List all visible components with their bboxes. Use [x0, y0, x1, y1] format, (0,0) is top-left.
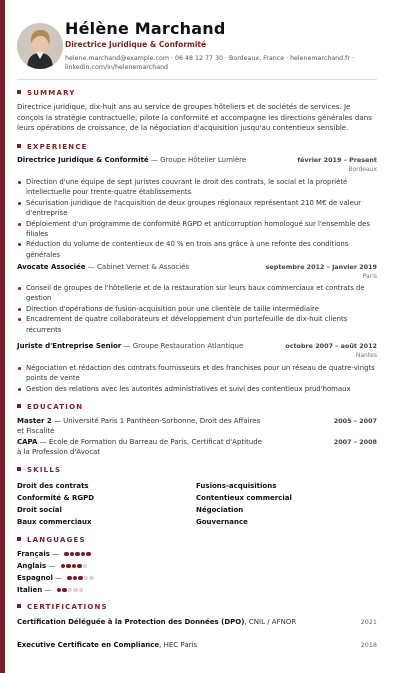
- candidate-role: Directrice Juridique & Conformité: [65, 40, 207, 49]
- header-divider: [17, 79, 377, 80]
- education-dates: 2005 – 2007: [333, 417, 377, 425]
- accent-bar: [0, 0, 5, 673]
- skill-item: Fusions-acquisitions: [196, 482, 277, 490]
- job-dates: septembre 2012 – janvier 2019: [265, 263, 377, 271]
- section-title-languages: LANGUAGES: [17, 536, 86, 544]
- skill-item: Contentieux commercial: [196, 494, 292, 502]
- certification-item: Certification Déléguée à la Protection des Données (DPO), CNIL / AFNOR: [17, 618, 297, 626]
- job-header: Juriste d'Entreprise Senior — Groupe Restauration Atlantique octobre 2007 – août 2012: [17, 342, 377, 350]
- section-title-experience: EXPERIENCE: [17, 143, 88, 151]
- skill-item: Conformité & RGPD: [17, 494, 95, 502]
- level-dot-filled: [86, 552, 91, 557]
- list-item: Direction d'une équipe de sept juristes couvrant le droit des contrats, le social et la propriété intellectuelle pour trente-quatre établissements: [17, 177, 377, 198]
- skill-item: Droit social: [17, 506, 62, 514]
- job-dates: février 2019 – Present: [297, 156, 377, 164]
- level-dot-filled: [64, 552, 69, 557]
- language-level-dots: [61, 562, 89, 570]
- job-dates: octobre 2007 – août 2012: [285, 342, 377, 350]
- level-dot-empty: [84, 576, 89, 581]
- level-dot-empty: [83, 564, 88, 569]
- job-header: Avocate Associée — Cabinet Vernet & Associés septembre 2012 – janvier 2019: [17, 263, 377, 271]
- certification-item: Executive Certificate en Compliance, HEC Paris: [17, 641, 198, 649]
- level-dot-filled: [81, 552, 86, 557]
- level-dot-filled: [73, 576, 78, 581]
- certification-year: 2018: [360, 641, 377, 649]
- level-dot-filled: [78, 576, 83, 581]
- skill-item: Négociation: [196, 506, 244, 514]
- resume-header: [17, 0, 377, 74]
- level-dot-filled: [67, 576, 72, 581]
- contact-info: [65, 54, 377, 72]
- candidate-name: Hélène Marchand: [65, 19, 226, 38]
- level-dot-filled: [66, 564, 71, 569]
- language-item: Anglais —: [17, 562, 88, 570]
- list-item: Déploiement d'un programme de conformité RGPD et anticorruption homologué sur l'ensemble des filiales: [17, 219, 377, 240]
- level-dot-filled: [57, 588, 62, 593]
- level-dot-filled: [61, 564, 66, 569]
- skill-item: Droit des contrats: [17, 482, 89, 490]
- list-item: Gestion des relations avec les autorités administratives et suivi des contentieux prud'homaux: [17, 384, 377, 394]
- level-dot-filled: [77, 564, 82, 569]
- section-title-skills: SKILLS: [17, 466, 61, 474]
- language-level-dots: [64, 550, 92, 558]
- certification-year: 2021: [360, 618, 377, 626]
- level-dot-filled: [70, 552, 75, 557]
- section-title-summary: SUMMARY: [17, 89, 76, 97]
- level-dot-empty: [73, 588, 78, 593]
- language-item: Espagnol —: [17, 574, 95, 582]
- section-title-certifications: CERTIFICATIONS: [17, 603, 108, 611]
- job-bullets: [17, 177, 377, 260]
- level-dot-filled: [75, 552, 80, 557]
- list-item: Négociation et rédaction des contrats fournisseurs et des franchises pour un réseau de quatre-vingts points de vente: [17, 363, 377, 384]
- job-header: Directrice Juridique & Conformité — Groupe Hôtelier Lumière février 2019 – Present: [17, 156, 377, 164]
- list-item: Réduction du volume de contentieux de 40 % en trois ans grâce à une refonte des conditions générales: [17, 239, 377, 260]
- contact-line: helene.marchand@example.com · 06 48 12 77 30 · Bordeaux, France · helenemarchand.fr ·: [65, 55, 354, 62]
- job-location: Paris: [362, 273, 377, 280]
- level-dot-empty: [89, 576, 94, 581]
- resume-page: [17, 0, 377, 649]
- summary-text: Directrice juridique, dix-huit ans au service de groupes hôteliers et de sociétés de services. Je conçois la stratégie contractuelle, pilote la conformité et accompagne les directions générales dans leurs opérations de croissance, de la négociation d'acquisition jusqu'au contentieux sensible.: [17, 102, 372, 132]
- education-item: Master 2 — Université Paris 1 Panthéon-Sorbonne, Droit des Affaires et Fiscalité: [17, 417, 261, 436]
- avatar: [17, 23, 63, 69]
- level-dot-empty: [79, 588, 84, 593]
- level-dot-filled: [62, 588, 67, 593]
- job-location: Nantes: [355, 352, 377, 359]
- job-bullets: [17, 363, 377, 394]
- list-item: Direction d'opérations de fusion-acquisition pour une clientèle de taille intermédiaire: [17, 304, 377, 314]
- language-level-dots: [57, 586, 85, 594]
- education-dates: 2007 – 2008: [333, 438, 377, 446]
- list-item: Sécurisation juridique de l'acquisition de deux groupes régionaux représentant 210 M€ de valeur d'entreprise: [17, 198, 377, 219]
- level-dot-filled: [72, 564, 77, 569]
- job-location: Bordeaux: [348, 166, 377, 173]
- section-title-education: EDUCATION: [17, 403, 83, 411]
- language-level-dots: [67, 574, 95, 582]
- education-item: CAPA — École de Formation du Barreau de Paris, Certificat d'Aptitude à la Profession d'Avocat: [17, 438, 263, 457]
- skill-item: Gouvernance: [196, 518, 248, 526]
- list-item: Conseil de groupes de l'hôtellerie et de la restauration sur leurs baux commerciaux et contrats de gestion: [17, 283, 377, 304]
- portrait-image: [17, 23, 63, 69]
- language-item: Français —: [17, 550, 92, 558]
- list-item: Encadrement de quatre collaborateurs et développement d'un portefeuille de dix-huit clients récurrents: [17, 314, 377, 335]
- level-dot-empty: [68, 588, 73, 593]
- skill-item: Baux commerciaux: [17, 518, 92, 526]
- job-bullets: [17, 283, 377, 335]
- language-item: Italien —: [17, 586, 84, 594]
- contact-line: linkedin.com/in/helenemarchand: [65, 64, 169, 71]
